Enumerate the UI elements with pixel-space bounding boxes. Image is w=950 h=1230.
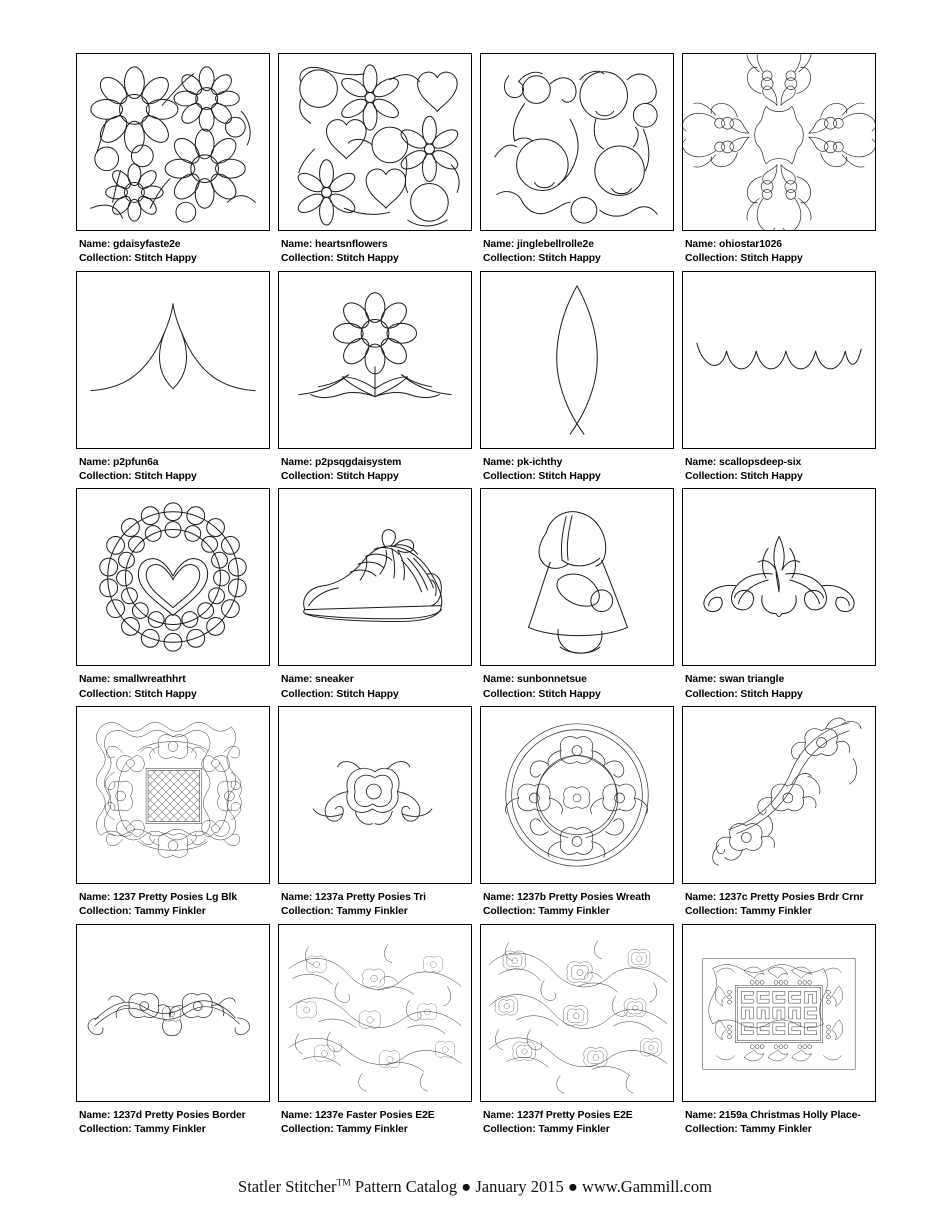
pattern-collection: Collection: Tammy Finkler bbox=[483, 906, 610, 918]
pattern-thumbnail-jinglebell[interactable] bbox=[480, 53, 674, 231]
pattern-caption bbox=[76, 666, 272, 701]
pattern-collection: Collection: Stitch Happy bbox=[685, 688, 803, 700]
pattern-thumbnail-posies-border[interactable] bbox=[76, 924, 270, 1102]
pattern-caption bbox=[76, 231, 272, 266]
pattern-cell[interactable] bbox=[278, 706, 474, 919]
pattern-name: Name: smallwreathhrt bbox=[79, 674, 186, 686]
pattern-cell[interactable] bbox=[278, 271, 474, 484]
pattern-thumbnail-hearts-flowers[interactable] bbox=[278, 53, 472, 231]
pattern-cell[interactable] bbox=[278, 924, 474, 1137]
pattern-grid bbox=[76, 53, 879, 1141]
hearts-flowers-art bbox=[279, 54, 471, 230]
pattern-caption bbox=[278, 884, 474, 919]
pattern-caption bbox=[682, 666, 878, 701]
pattern-cell[interactable] bbox=[480, 271, 676, 484]
pattern-collection: Collection: Tammy Finkler bbox=[281, 906, 408, 918]
pattern-collection: Collection: Stitch Happy bbox=[79, 688, 197, 700]
pattern-name: Name: 2159a Christmas Holly Place- bbox=[685, 1109, 861, 1121]
pattern-cell[interactable] bbox=[278, 53, 474, 266]
pattern-cell[interactable] bbox=[278, 488, 474, 701]
pattern-collection: Collection: Stitch Happy bbox=[685, 253, 803, 265]
pattern-thumbnail-posies-e2e-a[interactable] bbox=[278, 924, 472, 1102]
pattern-collection: Collection: Stitch Happy bbox=[483, 253, 601, 265]
pattern-name: Name: p2psqgdaisystem bbox=[281, 456, 402, 468]
pattern-caption bbox=[278, 449, 474, 484]
pattern-cell[interactable] bbox=[76, 53, 272, 266]
pattern-thumbnail-posies-block[interactable] bbox=[76, 706, 270, 884]
pattern-cell[interactable] bbox=[682, 924, 878, 1137]
pattern-cell[interactable] bbox=[682, 706, 878, 919]
wreath-heart-art bbox=[77, 489, 269, 665]
pattern-caption bbox=[278, 666, 474, 701]
sneaker-art bbox=[279, 489, 471, 665]
posies-e2e-b-art bbox=[481, 925, 673, 1101]
pattern-name: Name: swan triangle bbox=[685, 674, 785, 686]
posies-wreath-art bbox=[481, 707, 673, 883]
pattern-caption bbox=[76, 449, 272, 484]
pattern-collection: Collection: Stitch Happy bbox=[79, 253, 197, 265]
pattern-name: Name: gdaisyfaste2e bbox=[79, 239, 181, 250]
pattern-name: Name: jinglebellrolle2e bbox=[483, 239, 594, 250]
pattern-collection: Collection: Stitch Happy bbox=[281, 688, 399, 700]
pattern-name: Name: 1237b Pretty Posies Wreath bbox=[483, 891, 651, 903]
pattern-name: Name: 1237e Faster Posies E2E bbox=[281, 1109, 435, 1121]
pattern-caption bbox=[480, 1102, 676, 1137]
pattern-cell[interactable] bbox=[76, 488, 272, 701]
pattern-name: Name: scallopsdeep-six bbox=[685, 456, 802, 468]
pattern-name: Name: heartsnflowers bbox=[281, 239, 388, 250]
pattern-thumbnail-posies-wreath[interactable] bbox=[480, 706, 674, 884]
daisy-e2e-art bbox=[77, 54, 269, 230]
pattern-name: Name: 1237d Pretty Posies Border bbox=[79, 1109, 246, 1121]
pattern-collection: Collection: Tammy Finkler bbox=[685, 906, 812, 918]
holly-placemat-art bbox=[683, 925, 875, 1101]
pattern-thumbnail-sunbonnet[interactable] bbox=[480, 488, 674, 666]
pattern-caption bbox=[682, 884, 878, 919]
pattern-collection: Collection: Tammy Finkler bbox=[685, 1123, 812, 1135]
pattern-cell[interactable] bbox=[682, 488, 878, 701]
jinglebell-art bbox=[481, 54, 673, 230]
pattern-name: Name: 1237c Pretty Posies Brdr Crnr bbox=[685, 891, 864, 903]
pattern-cell[interactable] bbox=[480, 53, 676, 266]
pattern-caption bbox=[682, 1102, 878, 1137]
pattern-thumbnail-ichthy[interactable] bbox=[480, 271, 674, 449]
pattern-thumbnail-p2pdaisy[interactable] bbox=[278, 271, 472, 449]
posies-block-art bbox=[77, 707, 269, 883]
pattern-collection: Collection: Stitch Happy bbox=[79, 470, 197, 482]
pattern-caption bbox=[480, 449, 676, 484]
pattern-name: Name: sunbonnetsue bbox=[483, 674, 587, 686]
pattern-caption bbox=[480, 884, 676, 919]
pattern-cell[interactable] bbox=[76, 271, 272, 484]
pattern-thumbnail-posies-tri[interactable] bbox=[278, 706, 472, 884]
sunbonnet-art bbox=[481, 489, 673, 665]
ohiostar-art bbox=[683, 54, 875, 230]
posies-border-art bbox=[77, 925, 269, 1101]
pattern-caption bbox=[76, 1102, 272, 1137]
pattern-caption bbox=[682, 449, 878, 484]
p2pfun-art bbox=[77, 272, 269, 448]
pattern-collection: Collection: Stitch Happy bbox=[483, 470, 601, 482]
pattern-thumbnail-holly-placemat[interactable] bbox=[682, 924, 876, 1102]
pattern-name: Name: ohiostar1026 bbox=[685, 239, 782, 250]
pattern-collection: Collection: Stitch Happy bbox=[685, 470, 803, 482]
swan-triangle-art bbox=[683, 489, 875, 665]
pattern-collection: Collection: Tammy Finkler bbox=[79, 906, 206, 918]
pattern-collection: Collection: Tammy Finkler bbox=[483, 1123, 610, 1135]
pattern-thumbnail-posies-corner[interactable] bbox=[682, 706, 876, 884]
pattern-cell[interactable] bbox=[480, 488, 676, 701]
pattern-name: Name: pk-ichthy bbox=[483, 456, 563, 468]
pattern-collection: Collection: Tammy Finkler bbox=[79, 1123, 206, 1135]
pattern-thumbnail-scallops[interactable] bbox=[682, 271, 876, 449]
pattern-caption bbox=[76, 884, 272, 919]
posies-corner-art bbox=[683, 707, 875, 883]
footer-brand: Statler Stitcher bbox=[238, 1177, 337, 1196]
page-footer bbox=[0, 1177, 950, 1197]
pattern-cell[interactable] bbox=[480, 924, 676, 1137]
pattern-thumbnail-posies-e2e-b[interactable] bbox=[480, 924, 674, 1102]
pattern-caption bbox=[480, 231, 676, 266]
pattern-cell[interactable] bbox=[480, 706, 676, 919]
pattern-collection: Collection: Tammy Finkler bbox=[281, 1123, 408, 1135]
scallops-art bbox=[683, 272, 875, 448]
p2pdaisy-art bbox=[279, 272, 471, 448]
pattern-name: Name: sneaker bbox=[281, 674, 354, 686]
pattern-name: Name: 1237 Pretty Posies Lg Blk bbox=[79, 891, 238, 903]
pattern-thumbnail-daisy-e2e[interactable] bbox=[76, 53, 270, 231]
pattern-thumbnail-wreath-heart[interactable] bbox=[76, 488, 270, 666]
pattern-cell[interactable] bbox=[682, 271, 878, 484]
pattern-thumbnail-p2pfun[interactable] bbox=[76, 271, 270, 449]
pattern-cell[interactable] bbox=[76, 706, 272, 919]
posies-tri-art bbox=[279, 707, 471, 883]
pattern-cell[interactable] bbox=[682, 53, 878, 266]
trademark-symbol: TM bbox=[336, 1178, 351, 1189]
pattern-caption bbox=[278, 231, 474, 266]
footer-rest: Pattern Catalog ● January 2015 ● www.Gammill.com bbox=[350, 1177, 712, 1196]
pattern-collection: Collection: Stitch Happy bbox=[281, 470, 399, 482]
pattern-thumbnail-ohiostar[interactable] bbox=[682, 53, 876, 231]
posies-e2e-a-art bbox=[279, 925, 471, 1101]
pattern-cell[interactable] bbox=[76, 924, 272, 1137]
pattern-caption bbox=[682, 231, 878, 266]
ichthy-art bbox=[481, 272, 673, 448]
pattern-thumbnail-sneaker[interactable] bbox=[278, 488, 472, 666]
pattern-name: Name: p2pfun6a bbox=[79, 456, 159, 468]
pattern-collection: Collection: Stitch Happy bbox=[281, 253, 399, 265]
pattern-caption bbox=[480, 666, 676, 701]
pattern-name: Name: 1237f Pretty Posies E2E bbox=[483, 1109, 633, 1121]
pattern-caption bbox=[278, 1102, 474, 1137]
pattern-name: Name: 1237a Pretty Posies Tri bbox=[281, 891, 426, 903]
pattern-collection: Collection: Stitch Happy bbox=[483, 688, 601, 700]
pattern-thumbnail-swan-triangle[interactable] bbox=[682, 488, 876, 666]
